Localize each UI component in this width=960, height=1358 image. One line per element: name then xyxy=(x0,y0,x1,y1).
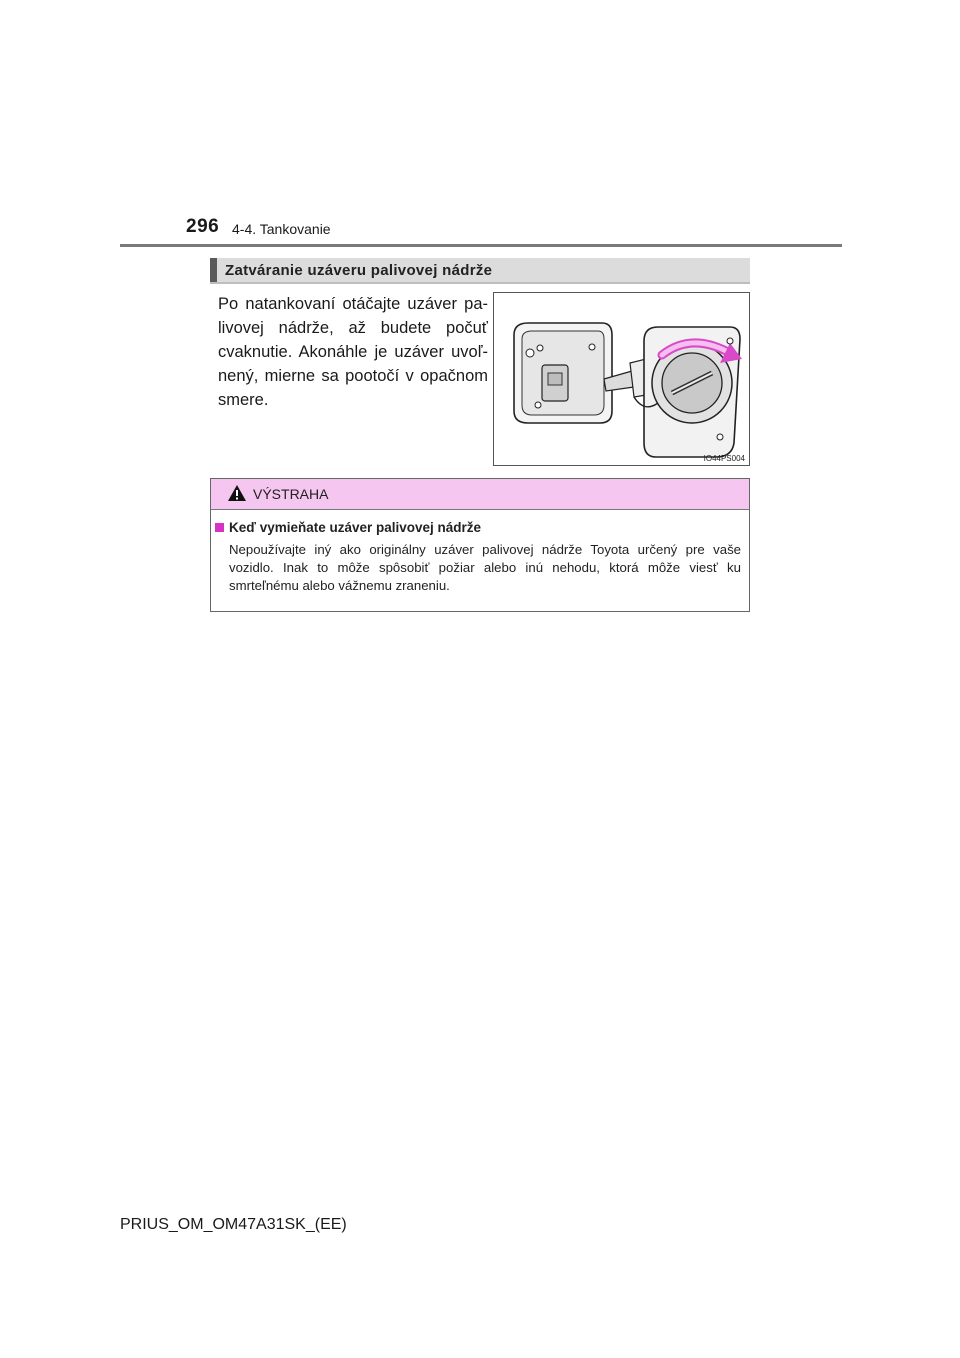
document-code: PRIUS_OM_OM47A31SK_(EE) xyxy=(120,1216,347,1233)
section-title-bar xyxy=(210,258,750,284)
header-rule xyxy=(120,244,842,247)
section-title: Zatváranie uzáveru palivovej nádrže xyxy=(225,262,493,279)
fuel-door-drawing xyxy=(494,293,750,466)
page-number: 296 xyxy=(186,216,220,237)
section-label: 4-4. Tankovanie xyxy=(232,221,331,237)
section-title-marker xyxy=(210,258,217,282)
warning-box xyxy=(210,478,750,612)
warning-label: VÝSTRAHA xyxy=(253,486,329,502)
warning-item-title xyxy=(215,520,481,535)
warning-item-title-text: Keď vymieňate uzáver palivovej nádrže xyxy=(229,520,482,535)
warning-triangle-icon xyxy=(227,484,247,502)
figure-id: IO44PS004 xyxy=(703,454,745,463)
fuel-cap-illustration xyxy=(493,292,750,466)
square-bullet-icon xyxy=(215,523,224,532)
warning-item-body: Nepoužívajte iný ako originálny uzáver palivovej nádrže Toyota určený pre vaše vozidlo. Inak to môže spôsobiť požiar alebo inú nehodu, ktorá môže viesť ku smrteľnému alebo vážnemu zraneniu. xyxy=(229,542,741,593)
section-body-text: Po natankovaní otáčajte uzáver pa-livovej nádrže, až budete počuť cvaknutie. Akonáhle je uzáver uvoľ-nený, mierne sa pootočí v opačnom smere. xyxy=(218,295,488,409)
warning-header xyxy=(211,479,749,510)
